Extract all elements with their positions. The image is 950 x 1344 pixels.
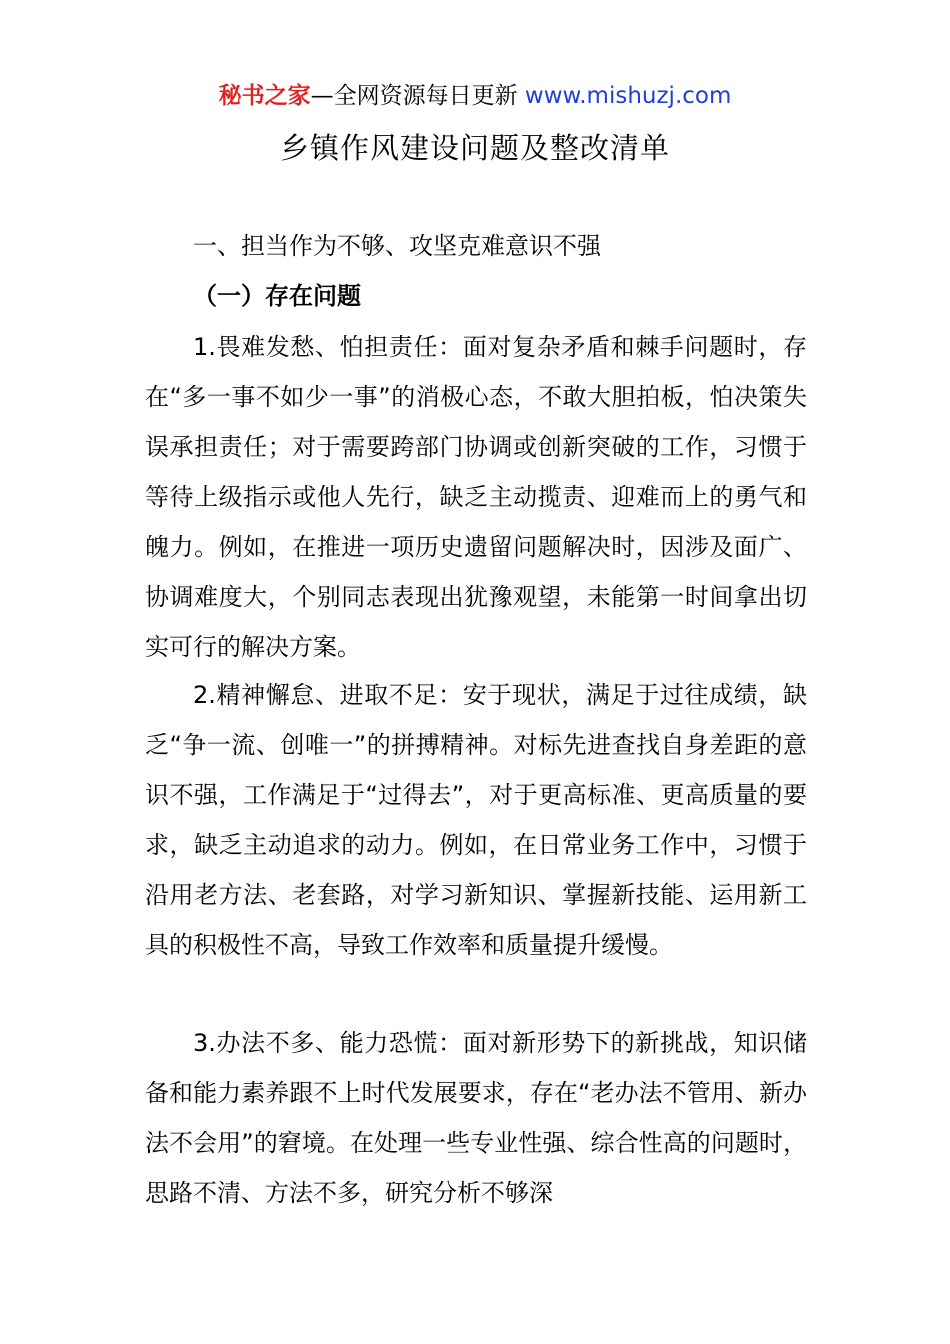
document-title: 乡镇作风建设问题及整改清单 — [279, 131, 670, 165]
body-paragraph: 1.畏难发愁、怕担责任：面对复杂矛盾和棘手问题时，存在“多一事不如少一事”的消极心态，不敢大胆拍板，怕决策失误承担责任；对于需要跨部门协调或创新突破的工作，习惯于等待上级指示或他人先行，缺乏主动揽责、迎难而上的勇气和魄力。例如，在推进一项历史遗留问题解决时，因涉及面广、协调难度大，个别同志表现出犹豫观望，未能第一时间拿出切实可行的解决方案。 — [145, 333, 807, 661]
section-heading: 一、担当作为不够、攻坚克难意识不强 — [193, 232, 601, 260]
header-tagline: —全网资源每日更新 — [310, 83, 525, 109]
subsection-heading: （一）存在问题 — [193, 282, 361, 310]
site-header — [0, 80, 950, 112]
body-paragraph: 3.办法不多、能力恐慌：面对新形势下的新挑战，知识储备和能力素养跟不上时代发展要求，存在“老办法不管用、新办法不会用”的窘境。在处理一些专业性强、综合性高的问题时，思路不清、方法不多，研究分析不够深 — [145, 1029, 807, 1207]
body-paragraph: 2.精神懈怠、进取不足：安于现状，满足于过往成绩，缺乏“争一流、创唯一”的拼搏精神。对标先进查找自身差距的意识不强，工作满足于“过得去”，对于更高标准、更高质量的要求，缺乏主动追求的动力。例如，在日常业务工作中，习惯于沿用老方法、老套路，对学习新知识、掌握新技能、运用新工具的积极性不高，导致工作效率和质量提升缓慢。 — [145, 681, 807, 959]
site-url-link[interactable]: www.mishuzj.com — [524, 83, 732, 109]
brand-name: 秘书之家 — [218, 83, 311, 109]
